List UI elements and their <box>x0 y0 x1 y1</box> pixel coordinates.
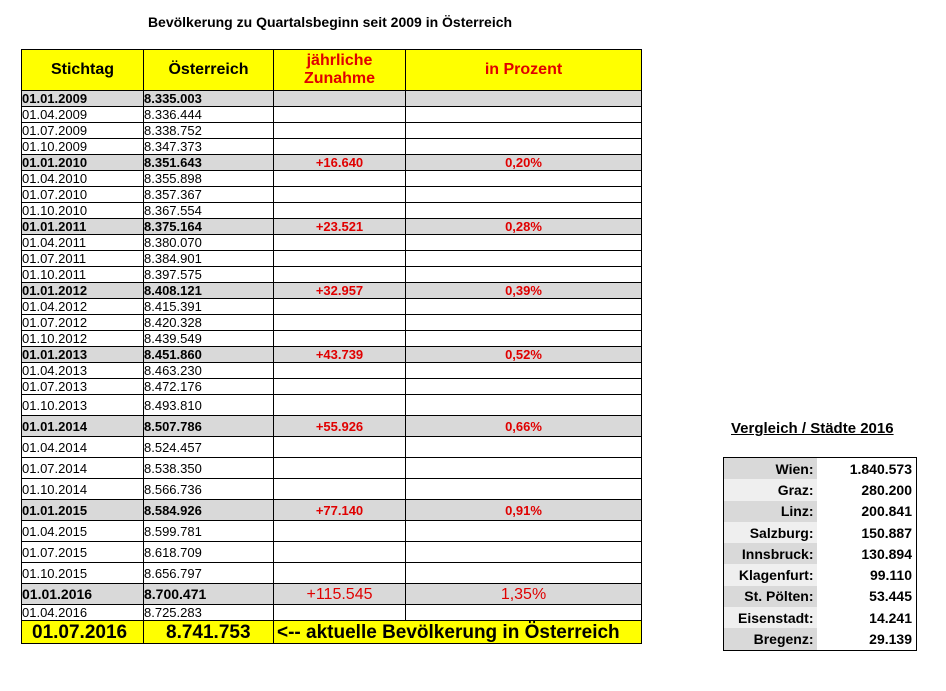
table-row <box>22 363 642 379</box>
percent-cell <box>406 139 642 155</box>
increase-cell: +55.926 <box>274 416 406 437</box>
increase-cell: +23.521 <box>274 219 406 235</box>
percent-cell: 0,28% <box>406 219 642 235</box>
date-cell: 01.10.2013 <box>22 395 144 416</box>
table-row <box>22 139 642 155</box>
increase-cell: +32.957 <box>274 283 406 299</box>
city-name: St. Pölten: <box>724 586 817 607</box>
cities-title: Vergleich / Städte 2016 <box>731 420 894 437</box>
percent-cell <box>406 395 642 416</box>
percent-cell <box>406 331 642 347</box>
city-name: Graz: <box>724 479 817 500</box>
percent-cell <box>406 267 642 283</box>
percent-cell <box>406 171 642 187</box>
table-row <box>22 283 642 299</box>
current-population-row <box>22 621 642 644</box>
table-row <box>22 563 642 584</box>
increase-cell <box>274 521 406 542</box>
population-cell: 8.584.926 <box>144 500 274 521</box>
increase-cell <box>274 542 406 563</box>
table-row <box>22 155 642 171</box>
city-row <box>724 564 917 585</box>
table-header-row <box>22 50 642 91</box>
increase-cell <box>274 107 406 123</box>
population-cell: 8.338.752 <box>144 123 274 139</box>
population-cell: 8.375.164 <box>144 219 274 235</box>
header-zunahme <box>274 50 406 91</box>
table-row <box>22 251 642 267</box>
date-cell: 01.07.2009 <box>22 123 144 139</box>
increase-cell <box>274 171 406 187</box>
population-cell: 8.524.457 <box>144 437 274 458</box>
population-cell: 8.507.786 <box>144 416 274 437</box>
population-cell: 8.538.350 <box>144 458 274 479</box>
percent-cell: 1,35% <box>406 584 642 605</box>
table-row <box>22 605 642 621</box>
city-name: Eisenstadt: <box>724 607 817 628</box>
increase-cell <box>274 331 406 347</box>
date-cell: 01.01.2013 <box>22 347 144 363</box>
percent-cell <box>406 563 642 584</box>
header-oesterreich: Österreich <box>144 50 274 91</box>
date-cell: 01.01.2016 <box>22 584 144 605</box>
population-cell: 8.700.471 <box>144 584 274 605</box>
increase-cell: +77.140 <box>274 500 406 521</box>
increase-cell <box>274 563 406 584</box>
current-date: 01.07.2016 <box>22 621 144 644</box>
current-population: 8.741.753 <box>144 621 274 644</box>
percent-cell <box>406 479 642 500</box>
increase-cell <box>274 235 406 251</box>
percent-cell <box>406 437 642 458</box>
date-cell: 01.01.2014 <box>22 416 144 437</box>
increase-cell: +115.545 <box>274 584 406 605</box>
population-cell: 8.380.070 <box>144 235 274 251</box>
table-row <box>22 395 642 416</box>
table-row <box>22 203 642 219</box>
population-cell: 8.656.797 <box>144 563 274 584</box>
city-population: 200.841 <box>817 501 917 522</box>
percent-cell <box>406 315 642 331</box>
table-row <box>22 331 642 347</box>
date-cell: 01.10.2012 <box>22 331 144 347</box>
city-row <box>724 458 917 480</box>
table-row <box>22 458 642 479</box>
city-row <box>724 607 917 628</box>
date-cell: 01.04.2009 <box>22 107 144 123</box>
date-cell: 01.07.2014 <box>22 458 144 479</box>
population-cell: 8.397.575 <box>144 267 274 283</box>
increase-cell <box>274 379 406 395</box>
date-cell: 01.10.2010 <box>22 203 144 219</box>
date-cell: 01.01.2009 <box>22 91 144 107</box>
city-name: Bregenz: <box>724 628 817 650</box>
table-row <box>22 379 642 395</box>
percent-cell <box>406 379 642 395</box>
header-zunahme-text: jährliche Zunahme <box>303 52 376 87</box>
date-cell: 01.01.2015 <box>22 500 144 521</box>
percent-cell <box>406 203 642 219</box>
percent-cell <box>406 91 642 107</box>
table-row <box>22 123 642 139</box>
increase-cell <box>274 437 406 458</box>
city-row <box>724 522 917 543</box>
city-row <box>724 543 917 564</box>
date-cell: 01.04.2010 <box>22 171 144 187</box>
city-population: 29.139 <box>817 628 917 650</box>
percent-cell: 0,66% <box>406 416 642 437</box>
table-row <box>22 219 642 235</box>
table-row <box>22 235 642 251</box>
date-cell: 01.01.2012 <box>22 283 144 299</box>
page-title: Bevölkerung zu Quartalsbeginn seit 2009 in Österreich <box>147 14 513 30</box>
city-population: 53.445 <box>817 586 917 607</box>
date-cell: 01.10.2015 <box>22 563 144 584</box>
increase-cell <box>274 203 406 219</box>
increase-cell <box>274 458 406 479</box>
table-row <box>22 91 642 107</box>
percent-cell <box>406 123 642 139</box>
population-cell: 8.463.230 <box>144 363 274 379</box>
increase-cell: +16.640 <box>274 155 406 171</box>
percent-cell <box>406 235 642 251</box>
table-row <box>22 315 642 331</box>
increase-cell: +43.739 <box>274 347 406 363</box>
city-population: 130.894 <box>817 543 917 564</box>
cities-body <box>724 458 917 651</box>
population-cell: 8.420.328 <box>144 315 274 331</box>
percent-cell: 0,20% <box>406 155 642 171</box>
date-cell: 01.07.2015 <box>22 542 144 563</box>
date-cell: 01.07.2011 <box>22 251 144 267</box>
increase-cell <box>274 123 406 139</box>
increase-cell <box>274 139 406 155</box>
increase-cell <box>274 479 406 500</box>
population-cell: 8.599.781 <box>144 521 274 542</box>
population-cell: 8.347.373 <box>144 139 274 155</box>
population-cell: 8.384.901 <box>144 251 274 267</box>
city-population: 1.840.573 <box>817 458 917 480</box>
header-stichtag: Stichtag <box>22 50 144 91</box>
table-row <box>22 347 642 363</box>
increase-cell <box>274 315 406 331</box>
city-name: Salzburg: <box>724 522 817 543</box>
table-row <box>22 416 642 437</box>
table-row <box>22 584 642 605</box>
city-population: 99.110 <box>817 564 917 585</box>
population-cell: 8.355.898 <box>144 171 274 187</box>
increase-cell <box>274 395 406 416</box>
increase-cell <box>274 187 406 203</box>
increase-cell <box>274 91 406 107</box>
percent-cell: 0,39% <box>406 283 642 299</box>
population-cell: 8.439.549 <box>144 331 274 347</box>
city-population: 280.200 <box>817 479 917 500</box>
population-cell: 8.566.736 <box>144 479 274 500</box>
population-cell: 8.618.709 <box>144 542 274 563</box>
percent-cell <box>406 458 642 479</box>
population-cell: 8.415.391 <box>144 299 274 315</box>
population-cell: 8.725.283 <box>144 605 274 621</box>
population-cell: 8.351.643 <box>144 155 274 171</box>
population-cell: 8.451.860 <box>144 347 274 363</box>
table-body <box>22 91 642 621</box>
table-row <box>22 107 642 123</box>
increase-cell <box>274 251 406 267</box>
city-population: 14.241 <box>817 607 917 628</box>
date-cell: 01.07.2010 <box>22 187 144 203</box>
city-name: Klagenfurt: <box>724 564 817 585</box>
date-cell: 01.04.2016 <box>22 605 144 621</box>
date-cell: 01.04.2011 <box>22 235 144 251</box>
percent-cell: 0,91% <box>406 500 642 521</box>
table-row <box>22 521 642 542</box>
percent-cell <box>406 107 642 123</box>
percent-cell <box>406 542 642 563</box>
date-cell: 01.07.2013 <box>22 379 144 395</box>
header-prozent: in Prozent <box>406 50 642 91</box>
date-cell: 01.07.2012 <box>22 315 144 331</box>
city-name: Linz: <box>724 501 817 522</box>
table-row <box>22 437 642 458</box>
current-population-note: <-- aktuelle Bevölkerung in Österreich <box>274 621 642 644</box>
population-cell: 8.493.810 <box>144 395 274 416</box>
percent-cell <box>406 521 642 542</box>
table-row <box>22 187 642 203</box>
percent-cell: 0,52% <box>406 347 642 363</box>
table-row <box>22 171 642 187</box>
population-cell: 8.472.176 <box>144 379 274 395</box>
population-cell: 8.335.003 <box>144 91 274 107</box>
percent-cell <box>406 251 642 267</box>
table-row <box>22 479 642 500</box>
city-population: 150.887 <box>817 522 917 543</box>
population-cell: 8.367.554 <box>144 203 274 219</box>
date-cell: 01.04.2015 <box>22 521 144 542</box>
population-cell: 8.336.444 <box>144 107 274 123</box>
increase-cell <box>274 299 406 315</box>
population-cell: 8.357.367 <box>144 187 274 203</box>
increase-cell <box>274 267 406 283</box>
date-cell: 01.04.2012 <box>22 299 144 315</box>
date-cell: 01.10.2014 <box>22 479 144 500</box>
table-row <box>22 500 642 521</box>
table-row <box>22 299 642 315</box>
cities-table <box>723 457 917 651</box>
date-cell: 01.10.2009 <box>22 139 144 155</box>
percent-cell <box>406 605 642 621</box>
date-cell: 01.04.2014 <box>22 437 144 458</box>
percent-cell <box>406 363 642 379</box>
table-row <box>22 267 642 283</box>
date-cell: 01.10.2011 <box>22 267 144 283</box>
increase-cell <box>274 605 406 621</box>
date-cell: 01.01.2011 <box>22 219 144 235</box>
percent-cell <box>406 299 642 315</box>
percent-cell <box>406 187 642 203</box>
increase-cell <box>274 363 406 379</box>
city-row <box>724 628 917 650</box>
date-cell: 01.04.2013 <box>22 363 144 379</box>
city-row <box>724 479 917 500</box>
city-row <box>724 501 917 522</box>
population-table <box>21 49 642 644</box>
city-name: Wien: <box>724 458 817 480</box>
city-name: Innsbruck: <box>724 543 817 564</box>
city-row <box>724 586 917 607</box>
table-row <box>22 542 642 563</box>
population-cell: 8.408.121 <box>144 283 274 299</box>
date-cell: 01.01.2010 <box>22 155 144 171</box>
